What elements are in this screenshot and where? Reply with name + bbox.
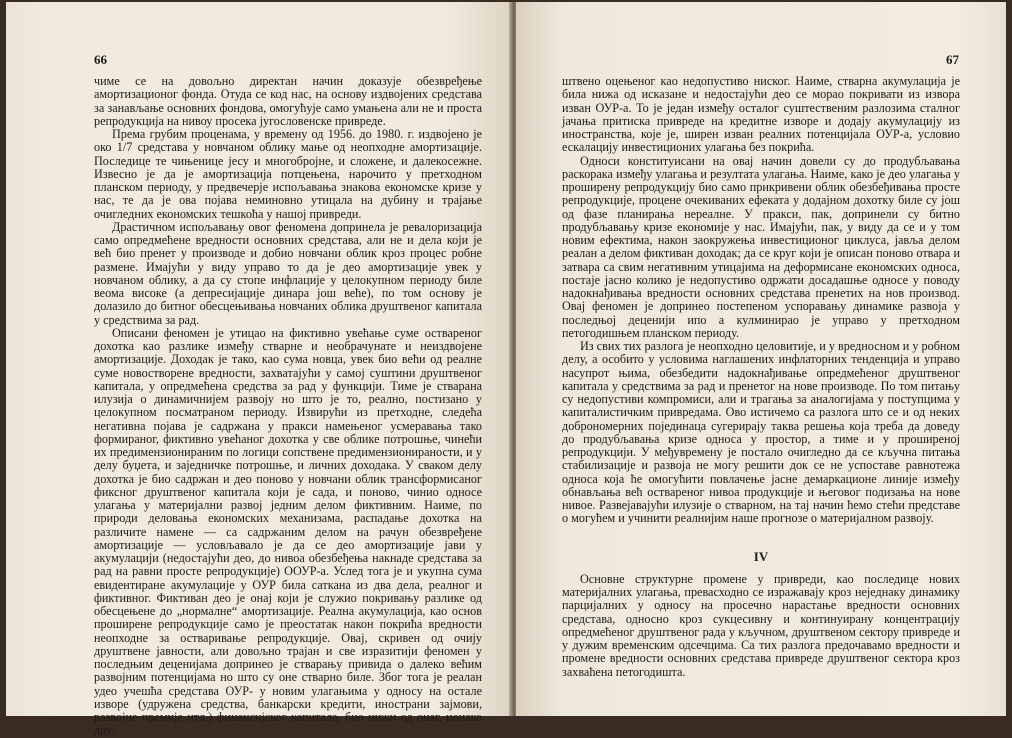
paragraph: Из свих тих разлога је неопходно целовитије, и у вредносном и у робном делу, а особито у условима наглашених инфлаторних тенденција и управо насупрот њима, обезбедити надокнађивање опредмећеног друштвеног капитала у средствима за рад и пренетог на нове производе. По том питању су недопустиви компромиси, али и трагања за аналогијама у поступцима у капиталистичким привредама. Ово истичемо са разлога што се и од неких доброномерних појединаца сугерирају таква решења која треба да доведу до продубљавања кризе односа у простор, а тиме и у проширеној репродукцији. У међувремену је постало очигледно да се кључна питања стабилизације и развоја не могу решити док се не успоставе равнотежа односа која ће омогућити повлачење јасне демаркационе линије између обнављања већ оствареног нивоа продукције и његовог подизања на нове нивое. Развејавајући илузије о стварном, на тај начин ћемо стећи представе о могућем и учинити реалнијим наше прогнозе о материјалном развоју. [562, 339, 960, 526]
right-page [516, 2, 1006, 716]
paragraph: Према грубим проценама, у времену од 1956. до 1980. г. издвојено је око 1/7 средстава у новчаном облику мање од неопходне амортизације. Последице те чињенице јесу и многобројне, и сложене, и далекосежне. Извесно је да је амортизација потцењена, нарочито у претходном планском периоду, у предвечерје испољавања знакова економске кризе у нас, те да је ова појава неминовно утицала на дубину и трајање очигледних економских тешкоћа у нашој привреди. [94, 127, 482, 221]
page-number-right: 67 [946, 52, 959, 67]
paragraph: штвено оцењеног као недопустиво ниског. Наиме, стварна акумулација је била нижа од исказане и недостајући део се морао покривати из извора изван ОУР-а. То је један између осталог суштественим разлозима сталног јачања притиска привреде на кредитне изворе и додају акумулацију из иностранства, које је, ширен изван реалних потенцијала ОУР-а, условио ескалацију инвестиционих улагања без покрића. [562, 74, 960, 155]
paragraph: чиме се на довољно директан начин доказује обезвређење амортизационог фонда. Отуда се код нас, на основу издвојених средстава за занављање основних фондова, омогућује само умањена али не и проста репродукција на нивоу просека југословенске привреде. [94, 74, 482, 128]
paragraph: Основне структурне промене у привреди, као последице нових материјалних улагања, превасходно се изражавају кроз неједнаку динамику парцијалних у односу на просечно нарастање вредности основних средстава, односно кроз сукцесивну и континуирану концентрацију опредмећеног друштвеног рада у кључном, друштвеном сектору привреде и у дужим временским одсечцима. Са тих разлога предочавамо вредности и промене вредности основних средстава привреде друштвеног сектора кроз захваћена петогодишта. [562, 571, 960, 679]
section-spacer [562, 526, 960, 538]
paragraph: Описани феномен је утицао на фиктивно увећање суме оствареног дохотка као разлике између стварне и необрачунате и неиздвојене амортизације. Доходак је тако, као сума новца, увек био већи од реалне суме новостворене вредности, захватајући у самој суштини друштвеног капитала, у опредмећена средства за рад у функцији. Тиме је стварана илузија о динамичнијем развоју но што је то, реално, постизано у целокупном посматраном периоду. Извирући из претходне, следећа негативна појава је садржана у пракси намењеног усмеравања тако формираног, фиктивно увећаног дохотка у све облике потрошње, чинећи их предимензионираним по логици сопствене предимензионираности, и у делу буџета, и заједничке потрошње, и личних доходака. У сваком делу дохотка је био садржан и део поново у новчани облик трансформисаног фиксног друштвеног капитала који је сада, и поново, чинио односе улагања у материјални развој једним делом фиктивним. Наиме, по природи деловања економских механизама, распадање дохотка на различите намене — са садржаним делом на рачун обезвређене амортизације — условљавало је да се део амортизације јави у акумулацији (недостајући део, до нивоа обезбеђења накнаде средстава за рад на равни просте репродукције) ООУР-а. Услед тога је и укупна сума евидентиране акумулације у ОУР била саткана из два дела, реалног и фиктивног. Фиктиван део је онај који је служио покривању разлике од обесцењене до „нормалне“ амортизације. Реална акумулација, као основ проширене репродукције само је преостатак након покрића вредности неопходне за остваривање репродукције. Овај, скривен од очију друштвене јавности, али довољно трајан и све изразитији феномен у последњим деценијама допринео је стварању привида о далеко већим развојним потенцијама но што су оне стварно биле. Због тога је реалан удео учешћа средстава ОУР- у новим улагањима у односу на остале изворе (удружена средства, банкарски кредити, инострани зајмови, развојне премије итд.) финансијског капитала, био нижи од онаг, ионако дру- [94, 325, 482, 738]
book-spread [6, 2, 1006, 738]
right-page-body [562, 75, 960, 679]
paragraph: Односи конституисани на овај начин довели су до продубљавања раскорака између улагања и резултата улагања. Наиме, како је део улагања у проширену репродукцију био само прикривени облик обезбеђивања просте репродукције, процене очекиваних ефеката у додајном дохотку биле су још од фазе планирања нереалне. У пракси, пак, допринели су битно продубљавању кризе економије у нас. Имајући, пак, у виду да се и у том новим ефектима, након заокружења инвестиционог циклуса, јавља делом реалан а делом фиктиван доходак; да се круг који је описан поново отвара и затвара са свим негативним утицајима на деформисане економских односа, постаје јасно колико је недопустиво одржати досадашње односе у поводу надокнађивања вредности основних средстава пренетих на нов производ. Овај феномен је допринео постепеном успоравању динамике развоја у последњој деценији ипо а кулминирао је управо у претходном петогодишњем планском периоду. [562, 153, 960, 340]
section-heading: IV [753, 548, 769, 564]
paragraph: Драстичном испољавању овог феномена допринела је ревалоризација само опредмећене вредности основних средстава, али не и дела који је већ био пренет у производе и добио новчани облик кроз процес робне размене. Имајући у виду управо то да је део амортизације увек у новчаном облику, а да су стопе инфлације у целокупном периоду биле веома високе (а депресијације динара још веће), по том основу је долазило до битног обесцењивања новчаних облика друштвеног капитала у средствима за рад. [94, 219, 482, 327]
page-number-left: 66 [94, 52, 107, 67]
left-page-body [94, 75, 482, 738]
left-page [6, 2, 512, 738]
